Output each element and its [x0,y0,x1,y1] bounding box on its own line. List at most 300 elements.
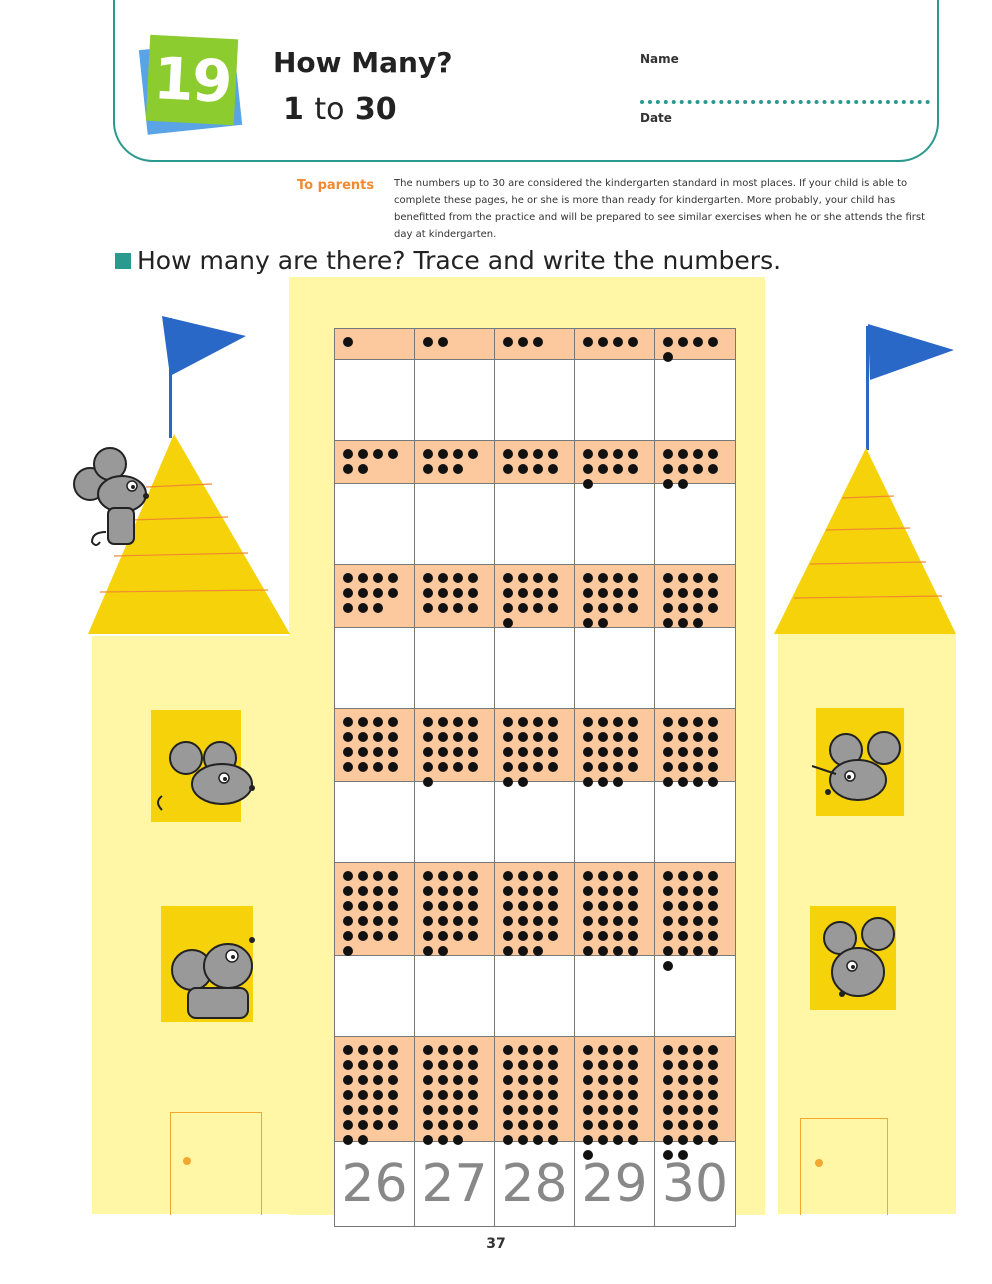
count-dot [708,1090,718,1100]
count-dot [438,931,448,941]
count-dot [583,1075,593,1085]
count-dot [343,464,353,474]
count-dot [423,1120,433,1130]
count-dot [518,946,528,956]
count-dot [373,901,383,911]
count-dot [548,901,558,911]
count-dot [373,1090,383,1100]
count-dot [533,717,543,727]
instruction-bullet-icon [115,253,131,269]
mouse-left-window-bottom [168,922,264,1022]
count-dot [468,588,478,598]
subtitle-to: to [314,92,345,127]
count-dot [343,1045,353,1055]
count-dot [678,337,688,347]
count-dot [533,337,543,347]
writing-cell[interactable] [415,360,495,440]
count-dot [468,871,478,881]
count-dot [423,732,433,742]
count-dot [438,464,448,474]
count-dot [548,747,558,757]
count-dot [438,1105,448,1115]
count-dot [423,1090,433,1100]
count-dot [693,603,703,613]
count-dot [503,916,513,926]
count-dot [438,1075,448,1085]
count-dot [438,1060,448,1070]
writing-cell[interactable] [655,956,735,1036]
count-dot [388,901,398,911]
count-dot [343,717,353,727]
count-dot [628,449,638,459]
writing-cell[interactable] [335,782,415,862]
count-dot [583,464,593,474]
count-dot [468,1120,478,1130]
count-dot [388,449,398,459]
writing-cell[interactable] [415,782,495,862]
count-dot [548,1075,558,1085]
count-dot [598,762,608,772]
count-dot [708,717,718,727]
count-dot [663,946,673,956]
count-dot [388,762,398,772]
count-dot [438,946,448,956]
count-dot [583,886,593,896]
count-dot [628,603,638,613]
count-dot [548,717,558,727]
dot-cell-12 [415,565,495,627]
count-dot [598,717,608,727]
count-dot [358,886,368,896]
count-dot [598,916,608,926]
count-dot [503,588,513,598]
writing-cell[interactable] [415,484,495,564]
count-dot [358,603,368,613]
count-dot [598,1120,608,1130]
count-dot [373,603,383,613]
count-dot [533,931,543,941]
count-dot [373,747,383,757]
count-dot [343,1075,353,1085]
count-dot [613,717,623,727]
count-dot [583,946,593,956]
count-dot [373,886,383,896]
right-flag [866,322,958,384]
count-dot [518,762,528,772]
count-dot [438,717,448,727]
count-dot [343,1090,353,1100]
count-dot [678,1060,688,1070]
count-dot [453,916,463,926]
count-dot [613,946,623,956]
count-dot [423,449,433,459]
count-dot [693,732,703,742]
dot-cell-2 [415,329,495,359]
count-dot [343,946,353,956]
dot-cell-23 [495,863,575,955]
count-dot [358,1045,368,1055]
counting-grid [334,328,736,1227]
dot-cell-17 [415,709,495,781]
right-door-knob [815,1159,823,1167]
count-dot [693,886,703,896]
left-door-knob [183,1157,191,1165]
count-dot [503,603,513,613]
count-dot [438,603,448,613]
dot-cell-4 [575,329,655,359]
writing-cell[interactable] [495,360,575,440]
count-dot [628,1120,638,1130]
count-dot [628,946,638,956]
count-dot [373,1045,383,1055]
count-dot [503,337,513,347]
count-dot [453,762,463,772]
count-dot [423,762,433,772]
count-dot [388,717,398,727]
count-dot [438,901,448,911]
count-dot [613,732,623,742]
count-dot [373,1075,383,1085]
writing-cell[interactable] [575,782,655,862]
count-dot [358,573,368,583]
count-dot [628,717,638,727]
count-dot [628,573,638,583]
count-dot [663,762,673,772]
writing-cell[interactable] [575,484,655,564]
writing-cell[interactable] [415,628,495,708]
count-dot [583,1045,593,1055]
count-dot [423,717,433,727]
mouse-right-window-top [802,726,908,818]
count-dot [518,449,528,459]
count-dot [663,916,673,926]
count-dot [708,1105,718,1115]
count-dot [613,464,623,474]
dot-cell-20 [655,709,735,781]
count-dot [598,1105,608,1115]
count-dot [343,931,353,941]
count-dot [518,337,528,347]
count-dot [533,1045,543,1055]
count-dot [533,588,543,598]
count-dot [708,573,718,583]
count-dot [503,618,513,628]
count-dot [518,1105,528,1115]
count-dot [503,573,513,583]
count-dot [613,603,623,613]
count-dot [548,1045,558,1055]
count-dot [453,588,463,598]
dot-row [335,709,735,782]
count-dot [693,762,703,772]
count-dot [423,1075,433,1085]
count-dot [423,886,433,896]
writing-cell[interactable] [575,360,655,440]
count-dot [693,1105,703,1115]
count-dot [453,464,463,474]
count-dot [598,449,608,459]
count-dot [468,886,478,896]
count-dot [453,931,463,941]
count-dot [388,916,398,926]
count-dot [468,1045,478,1055]
left-door [170,1112,262,1215]
trace-number[interactable]: 28 [495,1142,575,1226]
count-dot [613,747,623,757]
count-dot [678,717,688,727]
dot-cell-26 [335,1037,415,1141]
subtitle-end: 30 [354,92,397,127]
count-dot [678,1105,688,1115]
count-dot [503,886,513,896]
count-dot [343,916,353,926]
count-dot [663,886,673,896]
trace-number[interactable]: 29 [575,1142,655,1226]
writing-cell[interactable] [655,628,735,708]
count-dot [343,762,353,772]
count-dot [628,747,638,757]
mouse-left-window-top [152,738,264,822]
writing-row [335,628,735,709]
count-dot [708,886,718,896]
count-dot [708,464,718,474]
writing-cell[interactable] [415,956,495,1036]
count-dot [598,747,608,757]
count-dot [598,603,608,613]
count-dot [628,931,638,941]
count-dot [438,747,448,757]
count-dot [613,886,623,896]
count-dot [598,1045,608,1055]
count-dot [438,588,448,598]
dot-cell-9 [575,441,655,483]
count-dot [423,603,433,613]
count-dot [548,1060,558,1070]
count-dot [358,916,368,926]
count-dot [453,1105,463,1115]
writing-cell[interactable] [575,956,655,1036]
count-dot [388,573,398,583]
count-dot [583,449,593,459]
count-dot [708,449,718,459]
dot-cell-27 [415,1037,495,1141]
count-dot [373,931,383,941]
count-dot [453,449,463,459]
dot-row [335,329,735,360]
count-dot [423,901,433,911]
writing-cell[interactable] [495,484,575,564]
count-dot [518,1060,528,1070]
count-dot [628,337,638,347]
count-dot [388,1120,398,1130]
count-dot [533,1090,543,1100]
trace-number[interactable]: 30 [661,1154,729,1214]
count-dot [468,762,478,772]
count-dot [613,931,623,941]
count-dot [358,449,368,459]
count-dot [678,603,688,613]
count-dot [468,717,478,727]
lesson-number: 19 [151,44,233,116]
count-dot [358,717,368,727]
count-dot [533,916,543,926]
count-dot [503,871,513,881]
count-dot [373,588,383,598]
count-dot [388,931,398,941]
writing-row [335,782,735,863]
count-dot [598,1060,608,1070]
count-dot [548,871,558,881]
count-dot [343,871,353,881]
to-parents-label: To parents [297,178,375,193]
count-dot [438,449,448,459]
dot-cell-19 [575,709,655,781]
count-dot [503,931,513,941]
count-dot [613,1045,623,1055]
count-dot [343,901,353,911]
writing-cell[interactable] [655,782,735,862]
count-dot [533,871,543,881]
mouse-right-window-bottom [812,912,902,1010]
writing-row [335,956,735,1037]
writing-cell[interactable] [495,782,575,862]
count-dot [518,747,528,757]
lesson-badge [146,35,238,125]
right-door [800,1118,888,1215]
trace-number[interactable]: 26 [335,1142,415,1226]
writing-cell[interactable] [655,484,735,564]
count-dot [438,1090,448,1100]
count-dot [678,732,688,742]
count-dot [628,732,638,742]
count-dot [388,1060,398,1070]
count-dot [693,618,703,628]
writing-cell[interactable] [575,628,655,708]
writing-cell[interactable] [335,956,415,1036]
count-dot [503,717,513,727]
count-dot [358,1105,368,1115]
count-dot [533,1105,543,1115]
count-dot [583,1090,593,1100]
count-dot [358,747,368,757]
count-dot [518,1120,528,1130]
count-dot [453,573,463,583]
count-dot [343,588,353,598]
count-dot [518,464,528,474]
to-parents-text: The numbers up to 30 are considered the kindergarten standard in most places. If your child is able to complete these pages, he or she is more than ready for kindergarten. More probably, your child has benefitted from the practice and will be prepared to see similar exercises when he or she attends the first day at kindergarten. [394,178,926,240]
count-dot [503,1075,513,1085]
count-dot [453,732,463,742]
count-dot [628,886,638,896]
dot-cell-29 [575,1037,655,1141]
count-dot [343,1120,353,1130]
count-dot [598,618,608,628]
name-label: Name [640,52,679,66]
count-dot [693,588,703,598]
count-dot [708,931,718,941]
count-dot [628,1075,638,1085]
count-dot [663,464,673,474]
count-dot [708,1075,718,1085]
count-dot [678,762,688,772]
trace-row [335,1142,735,1226]
count-dot [373,1105,383,1115]
count-dot [343,1060,353,1070]
count-dot [468,573,478,583]
count-dot [583,931,593,941]
count-dot [533,573,543,583]
count-dot [548,931,558,941]
writing-cell[interactable] [495,956,575,1036]
count-dot [423,337,433,347]
count-dot [583,603,593,613]
count-dot [438,916,448,926]
count-dot [548,449,558,459]
trace-number[interactable]: 27 [415,1142,495,1226]
writing-cell[interactable] [335,628,415,708]
name-field[interactable] [640,100,930,104]
writing-cell[interactable] [335,360,415,440]
count-dot [583,747,593,757]
count-dot [708,946,718,956]
count-dot [388,1075,398,1085]
dot-cell-13 [495,565,575,627]
dot-cell-14 [575,565,655,627]
count-dot [388,747,398,757]
count-dot [423,573,433,583]
writing-cell[interactable] [655,360,735,440]
count-dot [583,901,593,911]
count-dot [468,1075,478,1085]
count-dot [373,916,383,926]
count-dot [663,449,673,459]
count-dot [468,916,478,926]
count-dot [423,871,433,881]
count-dot [438,1120,448,1130]
count-dot [423,946,433,956]
count-dot [388,732,398,742]
dot-cell-24 [575,863,655,955]
count-dot [388,1105,398,1115]
count-dot [388,1090,398,1100]
count-dot [583,732,593,742]
count-dot [708,762,718,772]
dot-cell-15 [655,565,735,627]
writing-cell[interactable] [335,484,415,564]
count-dot [503,1120,513,1130]
count-dot [388,871,398,881]
count-dot [708,588,718,598]
count-dot [613,1105,623,1115]
count-dot [678,1045,688,1055]
count-dot [663,747,673,757]
count-dot [423,1045,433,1055]
count-dot [583,573,593,583]
dot-cell-7 [415,441,495,483]
dot-row [335,441,735,484]
count-dot [548,732,558,742]
count-dot [518,916,528,926]
count-dot [358,1060,368,1070]
writing-cell[interactable] [495,628,575,708]
count-dot [613,1075,623,1085]
count-dot [373,717,383,727]
count-dot [438,886,448,896]
count-dot [388,886,398,896]
count-dot [583,762,593,772]
count-dot [583,618,593,628]
count-dot [438,337,448,347]
